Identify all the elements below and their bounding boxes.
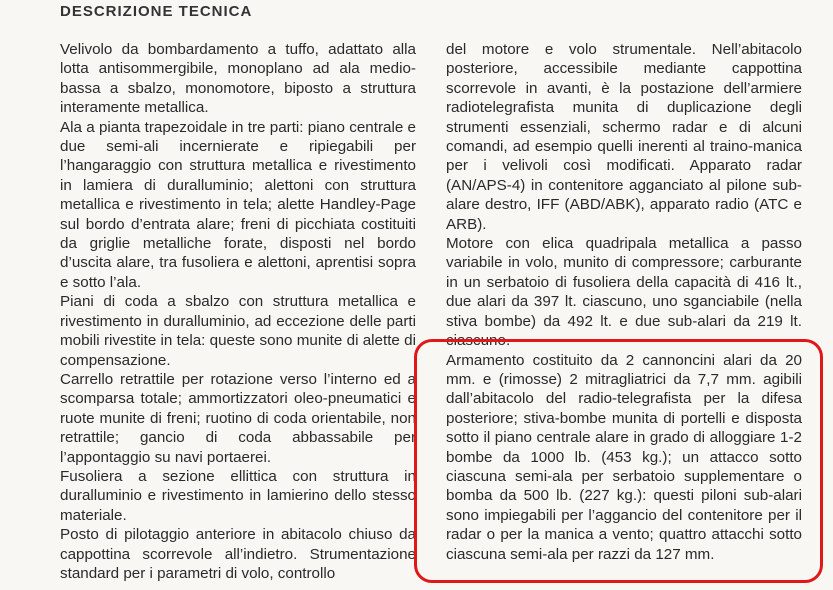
paragraph-general: Velivolo da bombardamento a tuffo, adattato alla lotta antisommergibile, monoplano ad ala medio-bassa a sbalzo, monomotore, biposto a struttura interamente metallica. [60, 41, 416, 117]
paragraph-armament: Armamento costituito da 2 cannoncini alari da 20 mm. e (rimosse) 2 mitragliatrici da 7,7 mm. agibili dall’abitacolo del radio-telegrafista per la difesa posteriore; stiva-bombe munita di portelli e disposta sotto il piano centrale alare in grado di alloggiare 1-2 bombe da 1000 lb. (453 kg.); un attacco sotto ciascuna semi-ala per serbatoio supplementare o bomba da 500 lb. (227 kg.): questi piloni sub-alari sono impiegabili per l’aggancio del contenitore per il radar o per la manica a vento; quattro attacchi sotto ciascuna semi-ala per razzi da 127 mm. [446, 351, 802, 563]
paragraph-cockpit: Posto di pilotaggio anteriore in abitacolo chiuso da cappottina scorrevole all’indietro. Strumentazione standard per i parametri di volo, controllo [60, 526, 416, 582]
paragraph-cockpit-continued: del motore e volo strumentale. Nell’abitacolo posteriore, accessibile mediante cappottina scorrevole in avanti, è la postazione dell’armiere radiotelegrafista munita di duplicazione degli strumenti essenziali, schermo radar e di alcuni comandi, ad esempio quelli inerenti al traino-manica per i velivoli così modificati. Apparato radar (AN/APS-4) in contenitore agganciato al pilone sub-alare destro, IFF (ABD/ABK), apparato radio (ATC e ARB). [446, 41, 802, 233]
paragraph-wing: Ala a pianta trapezoidale in tre parti: piano centrale e due semi-ali incernierate e ripiegabili per l’hangaraggio con struttura metallica e rivestimento in lamiera di duralluminio; alettoni con struttura metallica e rivestimento in tela; alette Handley-Page sul bordo d’entrata alare; freni di picchiata costituiti da griglie metalliche forate, disposti nel bordo d’uscita alare, tra fusoliera e alettoni, aprentisi sopra e sotto l’ala. [60, 118, 416, 291]
section-heading: DESCRIZIONE TECNICA [60, 3, 253, 20]
left-column [60, 40, 416, 583]
paragraph-landing-gear: Carrello retrattile per rotazione verso l’interno ed a scomparsa totale; ammortizzatori oleo-pneumatici e ruote munite di freni; ruotino di coda orientabile, non retrattile; gancio di coda abbassabile per l’appontaggio su navi portaerei. [60, 370, 416, 466]
red-highlight-frame [414, 339, 823, 583]
paragraph-fuselage: Fusoliera a sezione ellittica con struttura in duralluminio e rivestimento in lamierino dello stesso materiale. [60, 467, 416, 524]
paragraph-tail: Piani di coda a sbalzo con struttura metallica e rivestimento in duralluminio, ad eccezione delle parti mobili rivestite in tela: queste sono munite di alette di compensazione. [60, 293, 416, 369]
paragraph-engine: Motore con elica quadripala metallica a passo variabile in volo, munito di compressore; carburante in un serbatoio di fusoliera della capacità di 416 lt., due alari da 397 lt. ciascuno, uno sganciabile (nella stiva bombe) da 492 lt. e due sub-alari da 219 lt. ciascuno. [446, 235, 802, 350]
